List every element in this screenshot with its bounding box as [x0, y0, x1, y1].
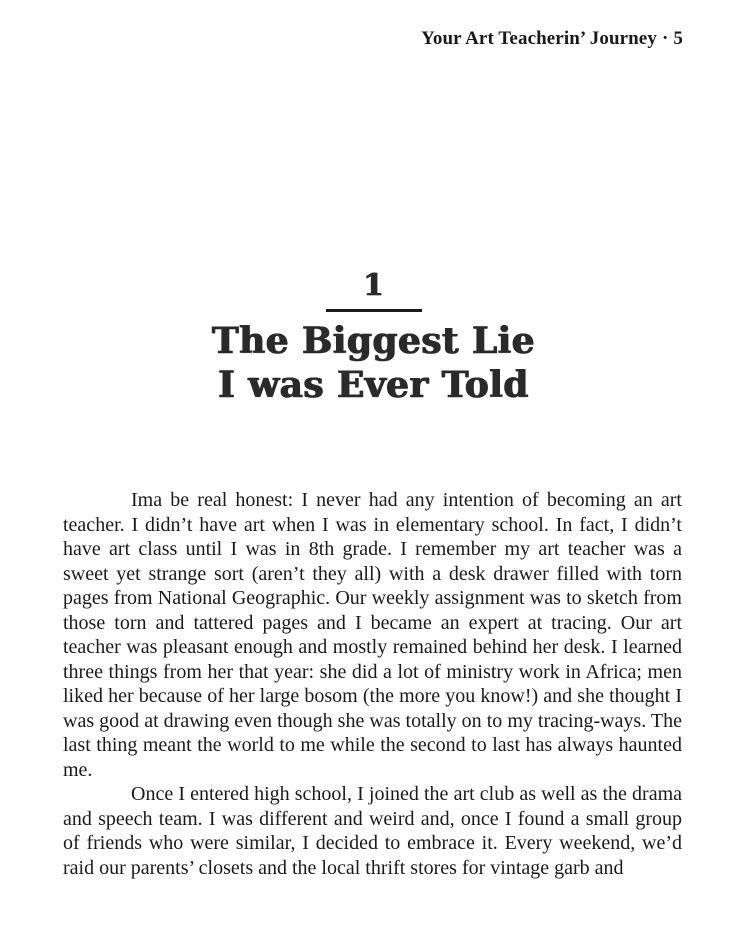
chapter-heading — [0, 268, 747, 407]
running-head — [421, 28, 683, 50]
running-head-separator: · — [661, 28, 669, 49]
chapter-title-line-1: The Biggest Lie — [211, 320, 536, 362]
paragraph: Ima be real honest: I never had any intention of becoming an art teacher. I didn’t have art when I was in elementary school. In fact, I didn’t have art class until I was in 8th grade. I remember my art teacher was a sweet yet strange sort (aren’t they all) with a desk drawer filled with torn pages from National Geographic. Our weekly assignment was to sketch from those torn and tattered pages and I became an expert at tracing. Our art teacher was pleasant enough and mostly remained behind her desk. I learned three things from her that year: she did a lot of ministry work in Africa; men liked her because of her large bosom (the more you know!) and she thought I was good at drawing even though she was totally on to my tracing-ways. The last thing meant the world to me while the second to last has always haunted me. — [63, 489, 682, 781]
chapter-title — [0, 319, 747, 407]
chapter-number: 1 — [363, 268, 384, 303]
running-head-title: Your Art Teacherin’ Journey — [421, 28, 657, 49]
chapter-rule — [326, 309, 422, 312]
paragraph: Once I entered high school, I joined the art club as well as the drama and speech team. I was different and weird and, once I found a small group of friends who were similar, I decided to embrace it. Every weekend, we’d raid our parents’ closets and the local thrift stores for vintage garb and — [63, 783, 682, 879]
chapter-title-line-2: I was Ever Told — [218, 364, 529, 406]
page-number: 5 — [673, 28, 683, 49]
body-text — [63, 488, 682, 880]
